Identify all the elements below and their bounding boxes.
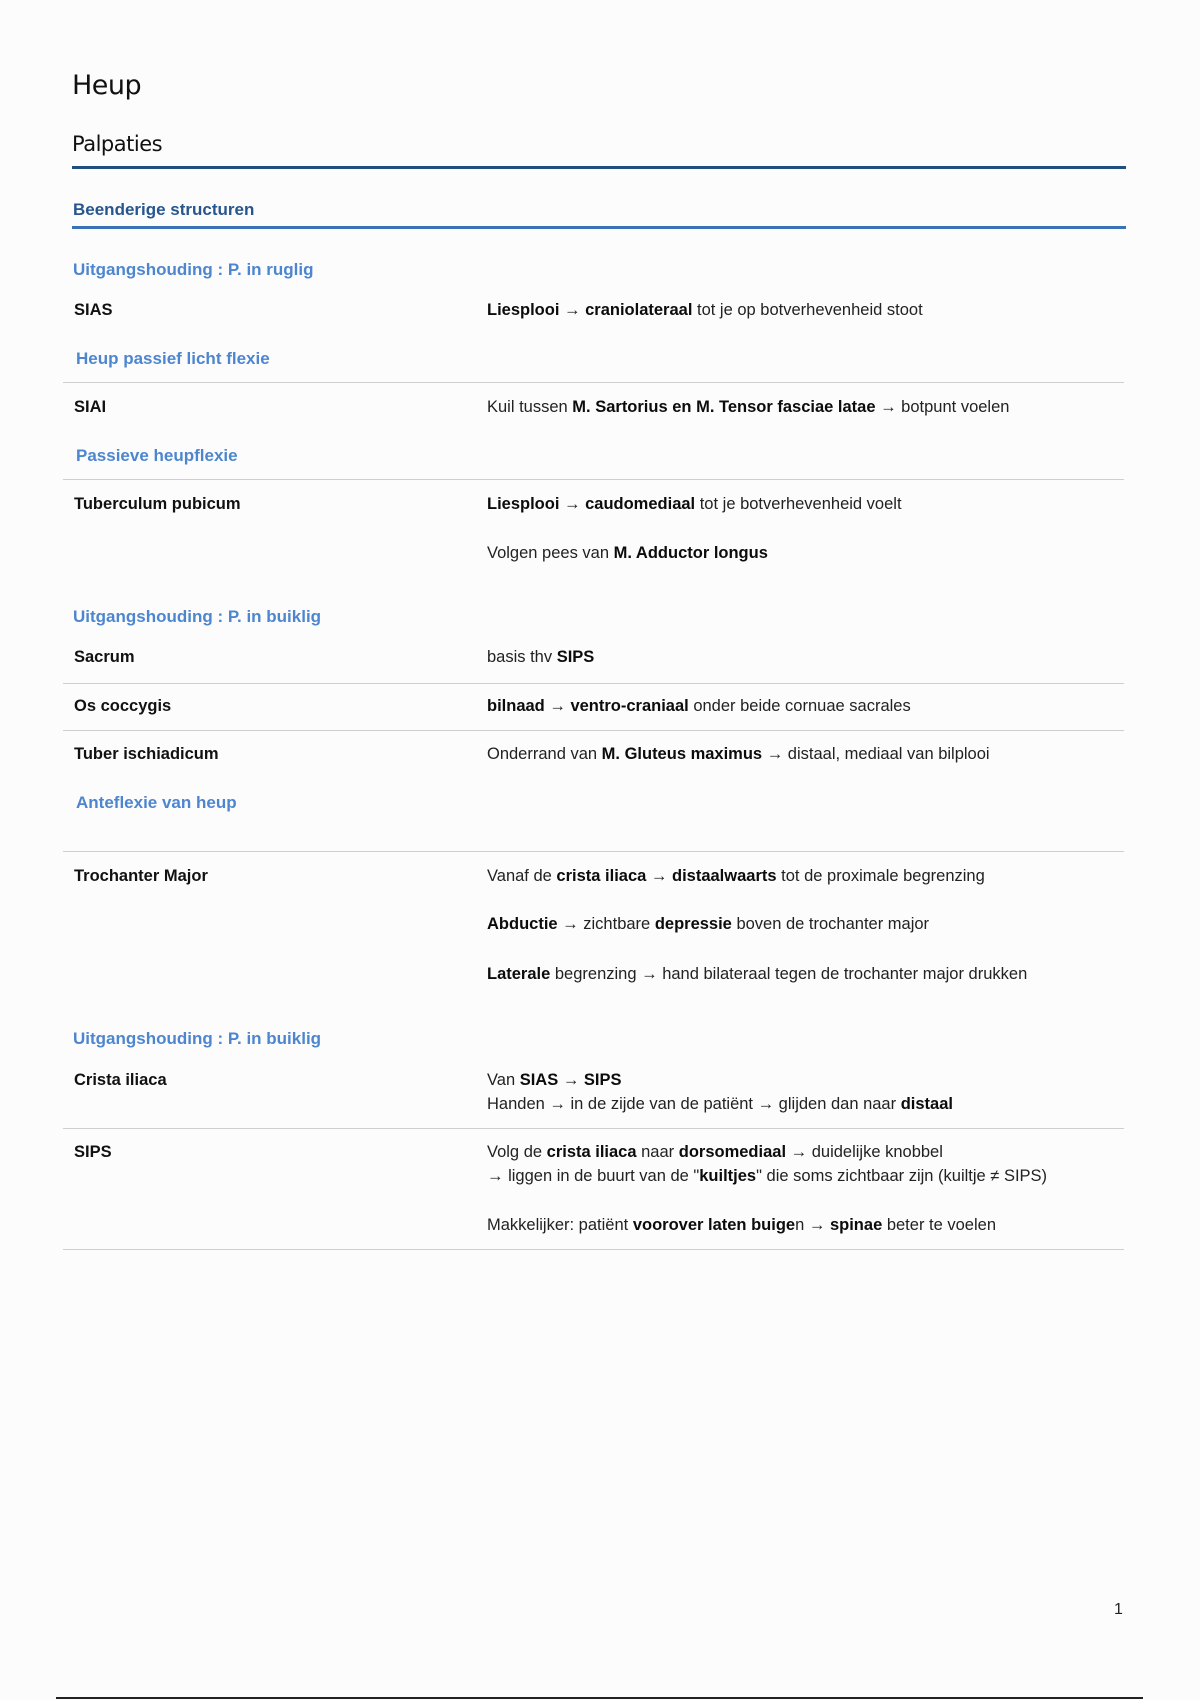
bold-run: craniolateraal [585, 301, 693, 319]
desc-sacrum [487, 648, 594, 667]
text-run: Vanaf de [487, 867, 557, 885]
bold-run: SIAS [519, 1071, 559, 1089]
bold-run: distaal [900, 1095, 953, 1113]
text-run: n → [795, 1216, 830, 1234]
row-divider [63, 1249, 1124, 1250]
bold-run: crista iliaca [556, 867, 647, 885]
desc-trochanter-3 [487, 965, 1027, 984]
desc-crista-2 [487, 1095, 953, 1114]
bold-run: M. Sartorius en M. Tensor fasciae latae [572, 398, 876, 416]
page-bottom-line [56, 1697, 1143, 1699]
desc-sips-2 [487, 1167, 1047, 1186]
bold-run: crista iliaca [546, 1143, 637, 1161]
text-run: Van [487, 1071, 520, 1089]
bold-run: Laterale [487, 965, 551, 983]
group-heading-ruglig: Uitgangshouding : P. in ruglig [73, 260, 314, 279]
row-divider [63, 683, 1124, 684]
bold-run: caudomediaal [585, 495, 696, 513]
bold-run: M. Gluteus maximus [601, 745, 763, 763]
text-run: basis thv [487, 648, 557, 666]
bold-run: ventro-craniaal [570, 697, 689, 715]
text-run: → [559, 495, 586, 513]
row-divider [63, 730, 1124, 731]
term-sacrum: Sacrum [74, 648, 135, 666]
row-divider [63, 382, 1124, 383]
desc-tuberculum-2 [487, 544, 768, 563]
bold-run: SIPS [583, 1071, 622, 1089]
text-run: Volgen pees van [487, 544, 614, 562]
page-subtitle: Palpaties [72, 132, 163, 156]
desc-trochanter-1 [487, 867, 985, 886]
text-run: → botpunt voelen [875, 398, 1010, 416]
bold-run: depressie [654, 915, 732, 933]
desc-tuber-ischiadicum [487, 745, 990, 764]
text-run: onder beide cornuae sacrales [688, 697, 911, 715]
desc-crista-1 [487, 1071, 622, 1090]
bold-run: spinae [829, 1216, 883, 1234]
term-sips: SIPS [74, 1143, 112, 1161]
section-underline [72, 226, 1126, 229]
text-run: naar [636, 1143, 679, 1161]
text-run: tot je botverhevenheid voelt [695, 495, 902, 513]
desc-sips-3 [487, 1216, 996, 1235]
page-title: Heup [72, 70, 142, 101]
bold-run: voorover laten buige [632, 1216, 796, 1234]
bold-run: SIPS [556, 648, 595, 666]
bold-run: kuiltjes [699, 1167, 757, 1185]
section-heading: Beenderige structuren [73, 200, 255, 219]
text-run: → liggen in de buurt van de " [487, 1167, 700, 1185]
bold-run: Liesplooi [487, 301, 560, 319]
text-run: → duidelijke knobbel [786, 1143, 943, 1161]
group-heading-buiklig: Uitgangshouding : P. in buiklig [73, 607, 322, 626]
subtitle-underline [72, 166, 1126, 169]
bold-run: M. Adductor longus [613, 544, 768, 562]
group-heading-buiklig-2: Uitgangshouding : P. in buiklig [73, 1029, 322, 1048]
term-trochanter-major: Trochanter Major [74, 867, 208, 885]
bold-run: dorsomediaal [678, 1143, 787, 1161]
subheading-heup-passief: Heup passief licht flexie [76, 349, 270, 368]
text-run: beter te voelen [882, 1216, 996, 1234]
desc-os-coccygis [487, 697, 911, 716]
text-run: tot je op botverhevenheid stoot [692, 301, 923, 319]
bold-run: distaalwaarts [672, 867, 777, 885]
text-run: Makkelijker: patiënt [487, 1216, 633, 1234]
term-siai: SIAI [74, 398, 107, 416]
text-run: Volg de [487, 1143, 547, 1161]
text-run: → [646, 867, 672, 885]
row-divider [63, 479, 1124, 480]
text-run: " die soms zichtbaar zijn (kuiltje ≠ SIPS) [756, 1167, 1048, 1185]
subheading-passieve-heupflexie: Passieve heupflexie [76, 446, 238, 465]
term-tuberculum-pubicum: Tuberculum pubicum [74, 495, 241, 513]
term-crista-iliaca: Crista iliaca [74, 1071, 167, 1089]
bold-run: Abductie [487, 915, 558, 933]
desc-sias [487, 301, 923, 320]
desc-trochanter-2 [487, 915, 929, 934]
text-run: → [558, 1071, 584, 1089]
desc-tuberculum-1 [487, 495, 902, 514]
page-number: 1 [1114, 1601, 1123, 1618]
text-run: Onderrand van [487, 745, 602, 763]
text-run: → distaal, mediaal van bilplooi [762, 745, 990, 763]
row-divider [63, 1128, 1124, 1129]
text-run: boven de trochanter major [731, 915, 930, 933]
term-sias: SIAS [74, 301, 113, 319]
text-run: begrenzing → hand bilateraal tegen de trochanter major drukken [550, 965, 1028, 983]
text-run: → [559, 301, 586, 319]
text-run: Handen → in de zijde van de patiënt → glijden dan naar [487, 1095, 901, 1113]
row-divider [63, 851, 1124, 852]
desc-siai [487, 398, 1009, 417]
bold-run: Liesplooi [487, 495, 560, 513]
desc-sips-1 [487, 1143, 943, 1162]
bold-run: bilnaad [487, 697, 545, 715]
subheading-anteflexie: Anteflexie van heup [76, 793, 237, 812]
text-run: → zichtbare [557, 915, 655, 933]
text-run: → [544, 697, 571, 715]
term-tuber-ischiadicum: Tuber ischiadicum [74, 745, 219, 763]
term-os-coccygis: Os coccygis [74, 697, 172, 715]
text-run: tot de proximale begrenzing [776, 867, 985, 885]
text-run: Kuil tussen [487, 398, 573, 416]
